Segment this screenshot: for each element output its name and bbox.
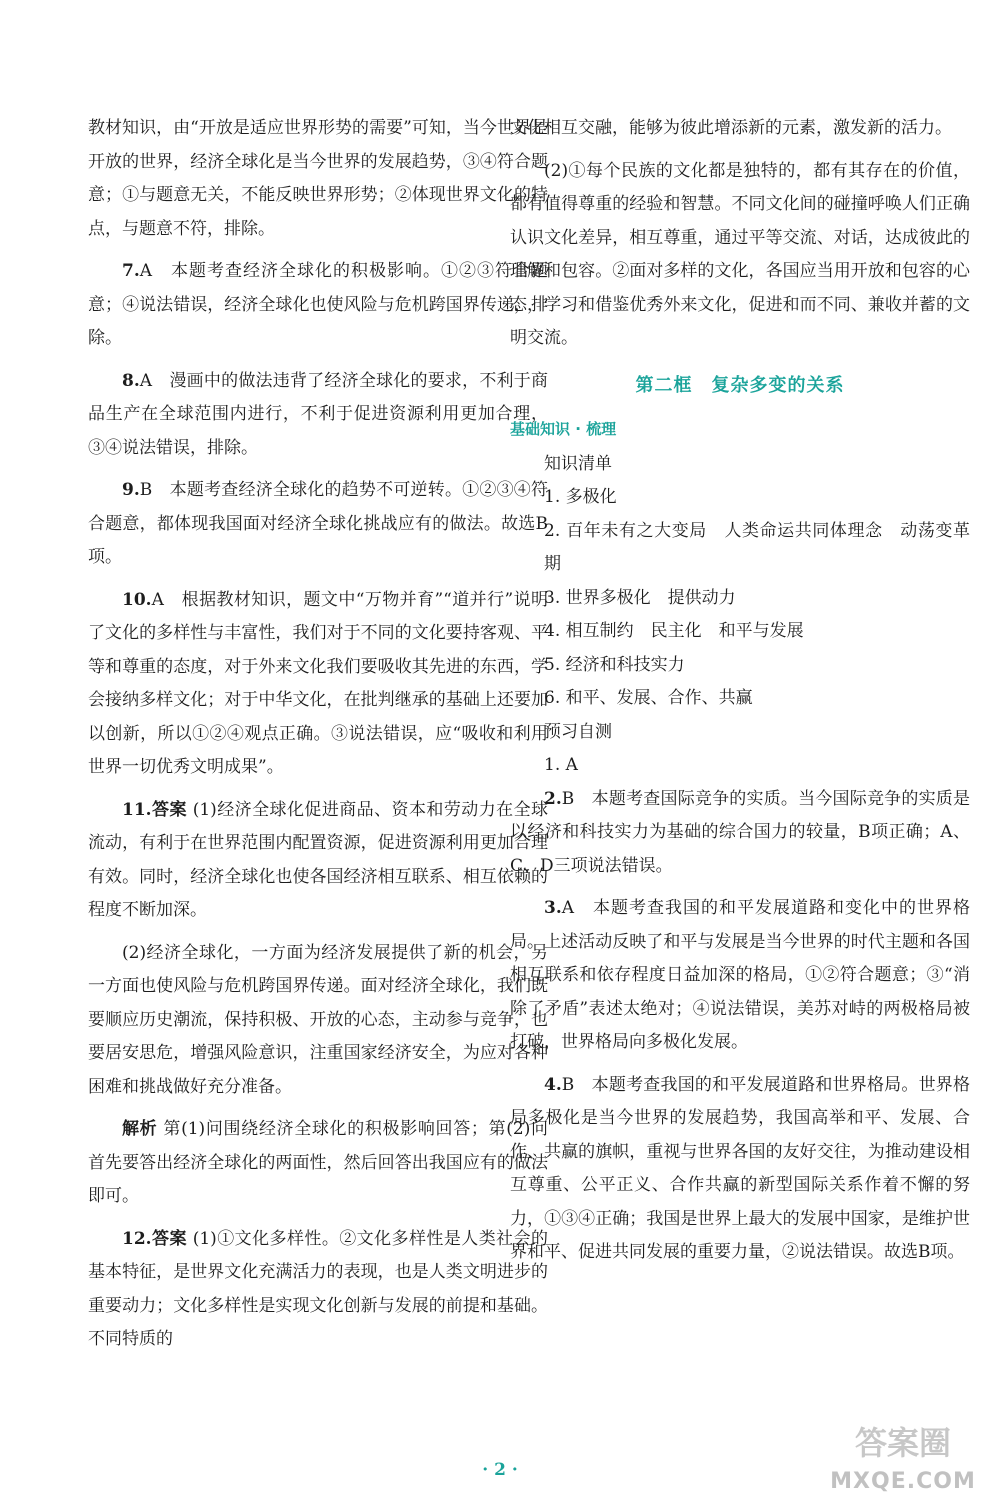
list-item: 5. 经济和科技实力	[544, 654, 685, 675]
list-title: 知识清单	[544, 453, 612, 474]
answer-q9	[88, 474, 548, 575]
list-item: 3. 世界多极化 提供动力	[544, 587, 736, 608]
answer-text: B 本题考查我国的和平发展道路和世界格局。世界格局多极化是当今世界的发展趋势，我国高举和平、发展、合作、共赢的旗帜，重视与世界各国的友好交往，为推动建设相互尊重、公平正义、合作共赢的新型国际关系作着不懈的努力，①③④正确；我国是世界上最大的发展中国家，是维护世界和平、促进共同发展的重要力量，②说法错误。故选B项。	[510, 1074, 970, 1262]
list-item: 6. 和平、发展、合作、共赢	[544, 688, 753, 708]
test-answer-3	[510, 892, 970, 1060]
answer-text: (1)经济全球化促进商品、资本和劳动力在全球流动，有利于在世界范围内配置资源，促进资源利用更加合理有效。同时，经济全球化也使各国经济相互联系、相互依赖的程度不断加深。	[88, 799, 548, 920]
sub-heading: 基础知识 · 梳理	[510, 419, 617, 438]
answer-q12	[88, 1223, 548, 1357]
paragraph: 文化相互交融，能够为彼此增添新的元素，激发新的活力。	[510, 118, 952, 138]
watermark-logo	[818, 1418, 988, 1494]
answer-label: 答案	[151, 799, 187, 820]
analysis-label: 解析	[122, 1119, 158, 1139]
analysis-text: 第(1)问围绕经济全球化的积极影响回答；第(2)问首先要答出经济全球化的两面性，然后回答出我国应有的做法即可。	[88, 1119, 548, 1206]
right-column	[510, 112, 970, 1270]
answer-text: B 本题考查经济全球化的趋势不可逆转。①②③④符合题意，都体现我国面对经济全球化挑战应有的做法。故选B项。	[88, 480, 548, 567]
question-number: 4.	[544, 1074, 562, 1095]
answer-text: (1)①文化多样性。②文化多样性是人类社会的基本特征，是世界文化充满活力的表现，也是人类文明进步的重要动力；文化多样性是实现文化创新与发展的前提和基础。不同特质的	[88, 1228, 548, 1349]
page-number: · 2 ·	[482, 1460, 518, 1480]
answer-q11-part2: (2)经济全球化，一方面为经济发展提供了新的机会，另一方面也使风险与危机跨国界传递。面对经济全球化，我们既要顺应历史潮流，保持积极、开放的心态，主动参与竞争，也要居安思危，增强风险意识，注重国家经济安全，为应对各种困难和挑战做好充分准备。	[88, 942, 548, 1097]
answer-text: A 漫画中的做法违背了经济全球化的要求，不利于商品生产在全球范围内进行，不利于促进资源利用更加合理，③④说法错误，排除。	[88, 370, 548, 458]
answer-q12-part2: (2)①每个民族的文化都是独特的，都有其存在的价值，都有值得尊重的经验和智慧。不同文化间的碰撞呼唤人们正确认识文化差异，相互尊重，通过平等交流、对话，达成彼此的理解和包容。②面对多样的文化，各国应当用开放和包容的心态，学习和借鉴优秀外来文化，促进和而不同、兼收并蓄的文明交流。	[510, 160, 970, 348]
answer-text: A 本题考查我国的和平发展道路和变化中的世界格局。上述活动反映了和平与发展是当今世界的时代主题和各国相互联系和依存程度日益加深的格局，①②符合题意；③“消除了矛盾”表述太绝对；④说法错误，美苏对峙的两极格局被打破，世界格局向多极化发展。	[510, 898, 970, 1052]
question-number: 3.	[544, 898, 562, 918]
test-answer-4	[510, 1069, 970, 1270]
answer-text: B 本题考查国际竞争的实质。当今国际竞争的实质是以经济和科技实力为基础的综合国力的较量，B项正确；A、C、D三项说法错误。	[510, 788, 970, 876]
question-number: 2.	[544, 788, 562, 809]
question-number: 8.	[122, 370, 140, 391]
answer-q7	[88, 255, 548, 356]
question-number: 12.	[122, 1228, 152, 1249]
test-title: 预习自测	[544, 721, 612, 742]
paragraph: 教材知识，由“开放是适应世界形势的需要”可知，当今世界是开放的世界，经济全球化是当今世界的发展趋势，③④符合题意；①与题意无关，不能反映世界形势；②体现世界文化的特点，与题意不符，排除。	[88, 118, 548, 239]
answer-label: 答案	[151, 1228, 187, 1249]
list-item: 1. 多极化	[544, 487, 617, 507]
analysis-q11	[88, 1113, 548, 1214]
list-item: 4. 相互制约 民主化 和平与发展	[544, 621, 804, 641]
test-answer-1: 1. A	[544, 755, 578, 775]
section-title: 第二框 复杂多变的关系	[635, 374, 845, 396]
answer-q8	[88, 365, 548, 466]
watermark-top-text: 答案圈	[854, 1424, 951, 1462]
question-number: 11.	[122, 799, 152, 820]
list-item: 2. 百年未有之大变局 人类命运共同体理念 动荡变革期	[544, 520, 970, 574]
answer-text: A 根据教材知识，题文中“万物并育”“道并行”说明了文化的多样性与丰富性，我们对于不同的文化要持客观、平等和尊重的态度，对于外来文化我们要吸收其先进的东西，学会接纳多样文化；对于中华文化，在批判继承的基础上还要加以创新，所以①②④观点正确。③说法错误，应“吸收和利用世界一切优秀文明成果”。	[88, 589, 548, 777]
question-number: 7.	[122, 261, 140, 281]
test-answer-2	[510, 783, 970, 884]
answer-text: A 本题考查经济全球化的积极影响。①②③符合题意；④说法错误，经济全球化也使风险与危机跨国界传递，排除。	[88, 261, 548, 348]
answer-q11	[88, 794, 548, 928]
question-number: 9.	[122, 480, 140, 500]
watermark-url-text: MXQE.COM	[830, 1469, 976, 1494]
left-column	[88, 112, 548, 1357]
answer-q10	[88, 584, 548, 785]
question-number: 10.	[122, 589, 152, 610]
